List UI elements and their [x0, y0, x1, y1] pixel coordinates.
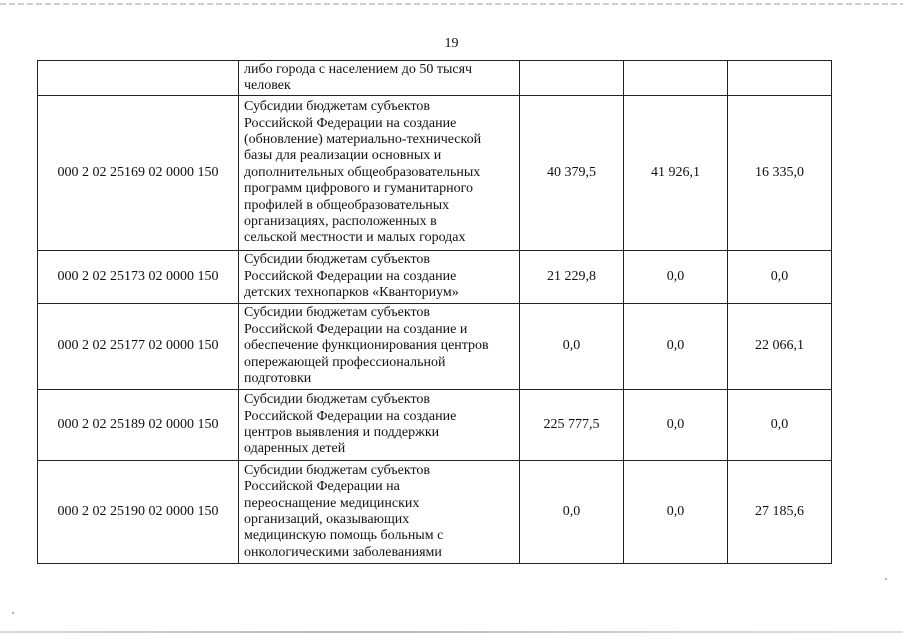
amount-year-1-cell: 40 379,5	[520, 96, 624, 251]
description-line: опережающей профессиональной	[244, 354, 446, 370]
amount-year-1-cell: 0,0	[520, 461, 624, 564]
amount-year-3-cell: 0,0	[728, 251, 832, 304]
description-line: обеспечение функционирования центров	[244, 338, 489, 354]
description-line: Российской Федерации на создание	[244, 268, 457, 284]
amount-year-3-cell: 16 335,0	[728, 96, 832, 251]
budget-code-cell: 000 2 02 25173 02 0000 150	[38, 251, 239, 304]
amount-year-1-cell: 21 229,8	[520, 251, 624, 304]
amount-year-3-cell: 27 185,6	[728, 461, 832, 564]
description-line: медицинскую помощь больным с	[244, 528, 444, 544]
description-line: Субсидии бюджетам субъектов	[244, 305, 431, 321]
amount-year-1-cell: 0,0	[520, 304, 624, 390]
description-line: Субсидии бюджетам субъектов	[244, 462, 431, 478]
amount-year-2-cell: 41 926,1	[624, 96, 728, 251]
amount-year-3-cell: 0,0	[728, 390, 832, 461]
description-line: Субсидии бюджетам субъектов	[244, 99, 431, 115]
description-line: человек	[244, 78, 291, 93]
amount-year-3-cell	[728, 61, 832, 96]
description-line: Российской Федерации на	[244, 479, 400, 495]
description-cell	[239, 461, 520, 564]
amount-year-2-cell: 0,0	[624, 251, 728, 304]
description-line: профилей в общеобразовательных	[244, 197, 450, 213]
amount-year-2-cell: 0,0	[624, 461, 728, 564]
description-line: Российской Федерации на создание	[244, 408, 457, 424]
description-line: одаренных детей	[244, 441, 346, 457]
table-row	[38, 61, 832, 96]
description-line: Субсидии бюджетам субъектов	[244, 392, 431, 408]
description-cell	[239, 251, 520, 304]
budget-code-cell: 000 2 02 25169 02 0000 150	[38, 96, 239, 251]
description-line: центров выявления и поддержки	[244, 425, 440, 440]
budget-table	[37, 60, 832, 564]
description-line: дополнительных общеобразовательных	[244, 164, 481, 180]
scan-edge-top	[0, 3, 903, 5]
table-row	[38, 304, 832, 390]
budget-code-cell: 000 2 02 25190 02 0000 150	[38, 461, 239, 564]
scan-speck	[12, 612, 14, 614]
table-row	[38, 390, 832, 461]
description-line: Российской Федерации на создание	[244, 115, 457, 131]
description-line: базы для реализации основных и	[244, 148, 442, 164]
budget-code-cell	[38, 61, 239, 96]
budget-code-cell: 000 2 02 25177 02 0000 150	[38, 304, 239, 390]
amount-year-3-cell: 22 066,1	[728, 304, 832, 390]
description-cell	[239, 96, 520, 251]
amount-year-1-cell	[520, 61, 624, 96]
description-line: организациях, расположенных в	[244, 214, 437, 230]
amount-year-1-cell: 225 777,5	[520, 390, 624, 461]
description-line: сельской местности и малых городах	[244, 230, 466, 246]
description-line: программ цифрового и гуманитарного	[244, 181, 474, 197]
description-cell	[239, 61, 520, 96]
scan-speck	[885, 578, 887, 580]
page-number: 19	[444, 36, 459, 51]
table-row	[38, 96, 832, 251]
table-row	[38, 251, 832, 304]
description-line: детских технопарков «Кванториум»	[244, 285, 459, 301]
description-line: Субсидии бюджетам субъектов	[244, 252, 431, 268]
description-cell	[239, 390, 520, 461]
amount-year-2-cell: 0,0	[624, 390, 728, 461]
description-line: подготовки	[244, 371, 312, 387]
amount-year-2-cell: 0,0	[624, 304, 728, 390]
amount-year-2-cell	[624, 61, 728, 96]
table-row	[38, 461, 832, 564]
budget-code-cell: 000 2 02 25189 02 0000 150	[38, 390, 239, 461]
description-line: онкологическими заболеваниями	[244, 544, 442, 560]
scan-edge-bottom	[0, 631, 903, 633]
description-cell	[239, 304, 520, 390]
description-line: (обновление) материально-технической	[244, 131, 482, 147]
description-line: Российской Федерации на создание и	[244, 321, 468, 337]
description-line: переоснащение медицинских	[244, 495, 420, 511]
budget-table-body	[38, 61, 832, 564]
description-line: либо города с населением до 50 тысяч	[244, 61, 473, 77]
description-line: организаций, оказывающих	[244, 512, 410, 527]
